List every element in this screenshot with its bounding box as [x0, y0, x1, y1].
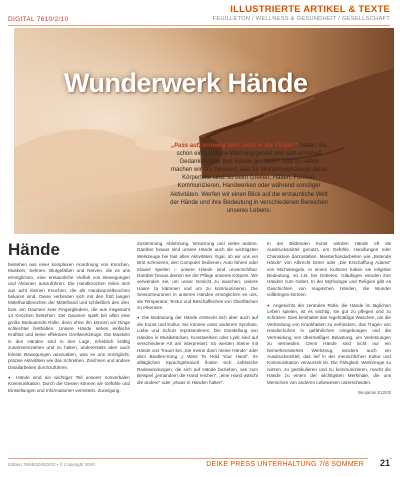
- col3-paragraph-2: ● Angesichts der zentralen Rolle, die Hände im täglichen Leben spielen, ist es wichtig, sie gut zu pflegen und zu schützen. Dies beinhaltet das regelmäßige Waschen, um die Verbreitung von Krankheiten zu verhindern, das Tragen von Handschuhen in gefährlichen Umgebungen und die Vermeidung von übermäßiger Belastung, um Verletzungen zu vermeiden. Denn Hände sind nicht nur ein bemerkenswertes Werkzeug, sondern auch ein Ausdrucksmittel, das tief in der menschlichen Kultur und Kommunikation verwurzelt ist. Die Fähigkeit, Werkzeuge zu nutzen, zu gestikulieren und zu kommunizieren, macht die Hände zu einem der wichtigsten Merkmale, die uns Menschen von anderen Lebewesen unterscheiden.: [267, 302, 391, 385]
- col2-paragraph-1: Zustimmung, Ablehnung, Verwirrung und vieles andere. Darüber hinaus sind unsere Hände auch die wichtigsten Werkzeuge bei fast allen Aktivitäten. Egal, ob wir uns ein Brot schmieren, den Computer bedienen, Auto fahren oder Klavier spielen – unsere Hände sind unverzichtbar. Darüber hinaus dienen sie der Pflege unseres Körpers. Wir verwenden sie, um unser Gesicht zu waschen, unsere Haare zu kämmen und um zu kommunizieren. Die Sensorneuronen in unseren Händen ermöglichen es uns, die Temperatur, Textur und Beschaffenheit von Oberflächen zu erkennen.: [137, 241, 258, 311]
- bullet-icon: ●: [8, 374, 17, 380]
- intro-quote: [170, 142, 328, 215]
- column-2: [137, 241, 258, 390]
- column-3: [267, 241, 391, 400]
- header-rule: [8, 25, 390, 26]
- col3-paragraph-1: In der Bildenden Kunst werden Hände oft als Ausdrucksmittel genutzt, um Gefühle, Handlungen oder Charaktere darzustellen. Meisterhandarbeiten wie „Betende Hände“ von Albrecht Dürer oder „Die Erschaffung Adams“ von Michelangelo. In einem Kulturen haben sie religiöse Bedeutung, so z.B. bei Gebeten. Gläubigen wenden ihre Händen zum Gebet. In der Mythologie und Religion gibt es Geschichten von magischen Händen, die Wunder vollbringen können.: [267, 241, 391, 298]
- author-signature: Benjamin E12/02: [358, 389, 391, 395]
- footer-publisher: DEIKE PRESS UNTERHALTUNG 7/8 SOMMER: [206, 461, 364, 468]
- header-title: ILLUSTRIERTE ARTIKEL & TEXTE: [230, 4, 390, 15]
- footer-copyright: Edition 76/55/2040/2/02 • © Copyright 2040: [8, 462, 95, 467]
- footer-rule: [8, 458, 392, 459]
- bullet-icon: ●: [137, 315, 143, 321]
- header-tag: DIGITAL 7610/2/10: [8, 16, 69, 23]
- article-title: Wunderwerk Hände: [64, 68, 308, 98]
- quote-lead: „Pass auf, schweig dich nicht in die Finger!“: [171, 143, 299, 149]
- section-headline: Hände: [8, 240, 60, 259]
- col1-paragraph-2: ● Hände sind ein wichtiger Teil unserer nonverbalen Kommunikation. Durch die Gesten können wir Gefühle und Einstellungen und Informationen vermitteln. Zuneigung,: [8, 374, 130, 393]
- col1-paragraph-1: bestehen aus einer komplexen Anordnung von Knochen, Muskeln, Sehnen, Blutgefäßen und Nerven, die es uns ermöglichen, eine erstaunliche Vielfalt von Bewegungen und Aktionen auszuführen. Die Handknochen teilen sich aus acht kleinen Knochen, die als Handwurzelknochen bekannt sind. Diese verbinden sich mit den fünf langen Mittelhandknochen der Mittelhand und schließlich den drei, bzw. am Daumen zwei Fingergliedern, die aus insgesamt 14 Knochen bestehen. Der Daumen spielt bei allen eine große Bedeutende Rolle, denn ohne ihn können wir Dinge schlechter festhalten. Unsere Hände sehen einfache Kraftlos und keine effektiven Greifwerkzeuge. Die Muskeln in den Händen sind in den Lage, erheblich kräftig zusammenziehen und zu halten, andererseits aber auch feinste Bewegungen auszuüben, was es uns ermöglicht, präzise Aktivitäten wie das Schreiben, Zeichnen und andere Detailarbeiten durchzuführen.: [8, 262, 130, 370]
- bullet-icon: ●: [267, 302, 273, 308]
- column-1: [8, 262, 130, 398]
- col2-paragraph-2: ● Die Bedeutung der Hände erstreckt sich aber auch auf die Kunst und Kultur. Sie können unter anderem Symbole, Liebe und Schutz repräsentieren. Die Darstellung von Händen in Musikstücken, Kunstwerken oder Lyrik sind auf verschiedene Art am interpretiert. So werden Steine mit Hände uns Trauer bei „Sie meine dann meine Hände“ oder dem Beatles-Song „I Want To Hold Your Hand“. Im alltäglichen Sprachgebrauch finden sich zahlreiche Redewendungen, die sich auf Hände beziehen, wie zum Beispiel „jemandem die Hand reichen“, „eine Hand wäscht die andere“ oder „etwas in Händen halten“.: [137, 315, 258, 385]
- quote-body: haben Sie schon einmal diese Warnung gehört und sich ernsthaft Gedanken über Ihre Hände gemacht? Und zu selten machen wir uns bewusst, was für Wunderwerkzeuge diese Körperteile sind: so beim Greifen, Halten, Formen, Kommunizieren, Handwerken oder während sonstiger Aktivitäten. Werfen wir einen Blick auf die erstaunliche Welt der Hände und ihre Bedeutung in verschiedenen Bereichen unseres Lebens.: [170, 143, 328, 214]
- page-header: [0, 0, 400, 26]
- header-subtitle: FEUILLETON / WELLNESS & GESUNDHEIT / GESELLSCHAFT: [212, 16, 390, 22]
- page-number: 21: [368, 458, 390, 474]
